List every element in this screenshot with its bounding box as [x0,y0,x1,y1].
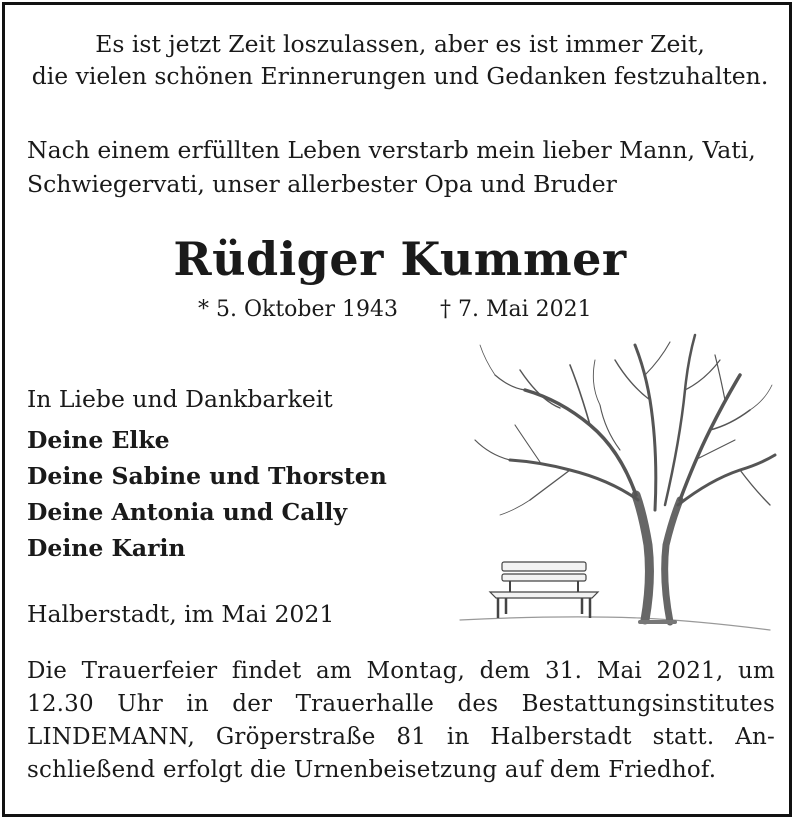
mourner-name: Deine Antonia und Cally [27,498,347,526]
place-date: Halberstadt, im Mai 2021 [27,600,335,628]
service-line-3: LINDEMANN, Gröperstraße 81 in Halberstadt statt. An- [27,724,775,750]
birth-date: * 5. Oktober 1943 [198,297,399,322]
mourner-name: Deine Karin [27,534,186,562]
service-line-4: schließend erfolgt die Urnenbeisetzung auf dem Friedhof. [27,757,717,783]
intro-line-2: Schwiegervati, unser allerbester Opa und Bruder [27,170,617,198]
motto-line-2: die vielen schönen Erinnerungen und Gedanken festzuhalten. [31,62,769,90]
motto-line-1: Es ist jetzt Zeit loszulassen, aber es ist immer Zeit, [95,30,705,58]
tree-and-bench-illustration-icon [440,330,780,640]
intro-line-1: Nach einem erfüllten Leben verstarb mein lieber Mann, Vati, [27,136,756,164]
mourner-name: Deine Elke [27,426,170,454]
mourners-heading: In Liebe und Dankbarkeit [27,385,333,413]
service-line-1: Die Trauerfeier findet am Montag, dem 31. Mai 2021, um [27,658,775,684]
service-line-2: 12.30 Uhr in der Trauerhalle des Bestattungsinstitutes [27,691,775,717]
funeral-service-text [27,655,775,787]
death-date: † 7. Mai 2021 [440,297,592,322]
mourner-name: Deine Sabine und Thorsten [27,462,387,490]
deceased-name: Rüdiger Kummer [173,232,627,286]
